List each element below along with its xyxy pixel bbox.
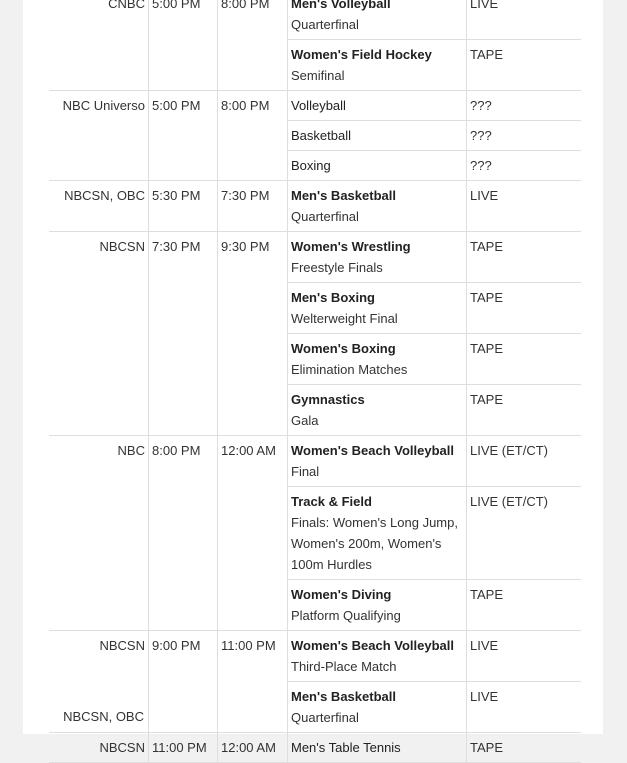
eastern-time: 5:00 PM: [149, 91, 218, 181]
schedule-row: [49, 631, 581, 682]
event-detail: Freestyle Finals: [291, 260, 383, 275]
event-detail: Quarterfinal: [291, 17, 359, 32]
event-cell: [288, 232, 467, 283]
event-detail: Semifinal: [291, 68, 345, 83]
event-cell: [288, 91, 467, 121]
broadcast-status: TAPE: [467, 733, 582, 763]
event-cell: [288, 0, 467, 40]
eastern-time: 11:00 PM: [149, 733, 218, 763]
event-cell: [288, 121, 467, 151]
pacific-time: 8:00 PM: [218, 91, 288, 181]
schedule-row: [49, 733, 581, 763]
event-cell: [288, 682, 467, 733]
pacific-time: 9:30 PM: [218, 232, 288, 436]
event-cell: [288, 487, 467, 580]
schedule-row: [49, 436, 581, 487]
event-sport: Boxing: [291, 158, 331, 173]
channel-cell: [49, 733, 149, 763]
broadcast-status: TAPE: [467, 232, 582, 283]
schedule-page: [23, 0, 603, 755]
event-sport: Men's Table Tennis: [291, 740, 401, 755]
channel-cell: [49, 181, 149, 232]
event-sport: Women's Wrestling: [291, 239, 411, 254]
pacific-time: 12:00 AM: [218, 436, 288, 631]
pacific-time: 11:00 PM: [218, 631, 288, 733]
event-sport: Gymnastics: [291, 392, 365, 407]
event-detail: Final: [291, 464, 320, 479]
channel-name: NBCSN, OBC: [64, 188, 145, 203]
event-cell: [288, 181, 467, 232]
broadcast-status: LIVE: [467, 0, 582, 40]
broadcast-status: ???: [467, 121, 582, 151]
event-cell: [288, 436, 467, 487]
broadcast-status: LIVE (ET/CT): [467, 487, 582, 580]
pacific-time: 12:00 AM: [218, 733, 288, 763]
eastern-time: 5:00 PM: [149, 0, 218, 91]
channel-cell: [49, 91, 149, 181]
event-sport: Women's Beach Volleyball: [291, 638, 454, 653]
broadcast-status: TAPE: [467, 283, 582, 334]
eastern-time: 9:00 PM: [149, 631, 218, 733]
schedule-row: [49, 181, 581, 232]
broadcast-status: TAPE: [467, 385, 582, 436]
event-sport: Women's Diving: [291, 587, 392, 602]
channel-name-secondary: NBCSN, OBC: [63, 709, 144, 724]
channel-name: NBCSN: [99, 638, 145, 653]
channel-cell: [49, 0, 149, 91]
eastern-time: 5:30 PM: [149, 181, 218, 232]
channel-cell: [49, 232, 149, 436]
event-sport: Men's Volleyball: [291, 0, 391, 11]
channel-name: NBC Universo: [62, 98, 145, 113]
channel-name: NBCSN: [99, 740, 145, 755]
schedule-row: [49, 232, 581, 283]
event-cell: [288, 334, 467, 385]
event-sport: Men's Basketball: [291, 188, 396, 203]
schedule-row: [49, 0, 581, 40]
channel-cell: [49, 436, 149, 631]
broadcast-status: LIVE: [467, 682, 582, 733]
broadcast-status: LIVE: [467, 631, 582, 682]
channel-name: CNBC: [108, 0, 145, 11]
event-cell: [288, 385, 467, 436]
event-cell: [288, 580, 467, 631]
event-detail: Welterweight Final: [291, 311, 398, 326]
event-cell: [288, 151, 467, 181]
event-cell: [288, 40, 467, 91]
channel-name: NBC: [117, 443, 145, 458]
event-detail: Finals: Women's Long Jump, Women's 200m, Women's 100m Hurdles: [291, 515, 458, 572]
event-detail: Elimination Matches: [291, 362, 408, 377]
broadcast-status: TAPE: [467, 40, 582, 91]
event-detail: Gala: [291, 413, 319, 428]
event-sport: Women's Beach Volleyball: [291, 443, 454, 458]
broadcast-status: ???: [467, 151, 582, 181]
pacific-time: 8:00 PM: [218, 0, 288, 91]
eastern-time: 8:00 PM: [149, 436, 218, 631]
broadcast-status: ???: [467, 91, 582, 121]
eastern-time: 7:30 PM: [149, 232, 218, 436]
channel-cell: [49, 631, 149, 733]
event-sport: Women's Boxing: [291, 341, 396, 356]
broadcast-status: LIVE (ET/CT): [467, 436, 582, 487]
event-sport: Men's Basketball: [291, 689, 396, 704]
channel-name: NBCSN: [99, 239, 145, 254]
event-sport: Volleyball: [291, 98, 346, 113]
event-sport: Women's Field Hockey: [291, 47, 432, 62]
event-cell: [288, 733, 467, 763]
event-detail: Quarterfinal: [291, 710, 359, 725]
broadcast-schedule-table: [49, 0, 581, 763]
broadcast-status: TAPE: [467, 580, 582, 631]
event-cell: [288, 631, 467, 682]
event-sport: Men's Boxing: [291, 290, 375, 305]
event-sport: Track & Field: [291, 494, 372, 509]
event-detail: Third-Place Match: [291, 659, 397, 674]
event-detail: Quarterfinal: [291, 209, 359, 224]
broadcast-status: LIVE: [467, 181, 582, 232]
broadcast-status: TAPE: [467, 334, 582, 385]
pacific-time: 7:30 PM: [218, 181, 288, 232]
event-cell: [288, 283, 467, 334]
event-detail: Platform Qualifying: [291, 608, 401, 623]
event-sport: Basketball: [291, 128, 351, 143]
schedule-row: [49, 91, 581, 121]
